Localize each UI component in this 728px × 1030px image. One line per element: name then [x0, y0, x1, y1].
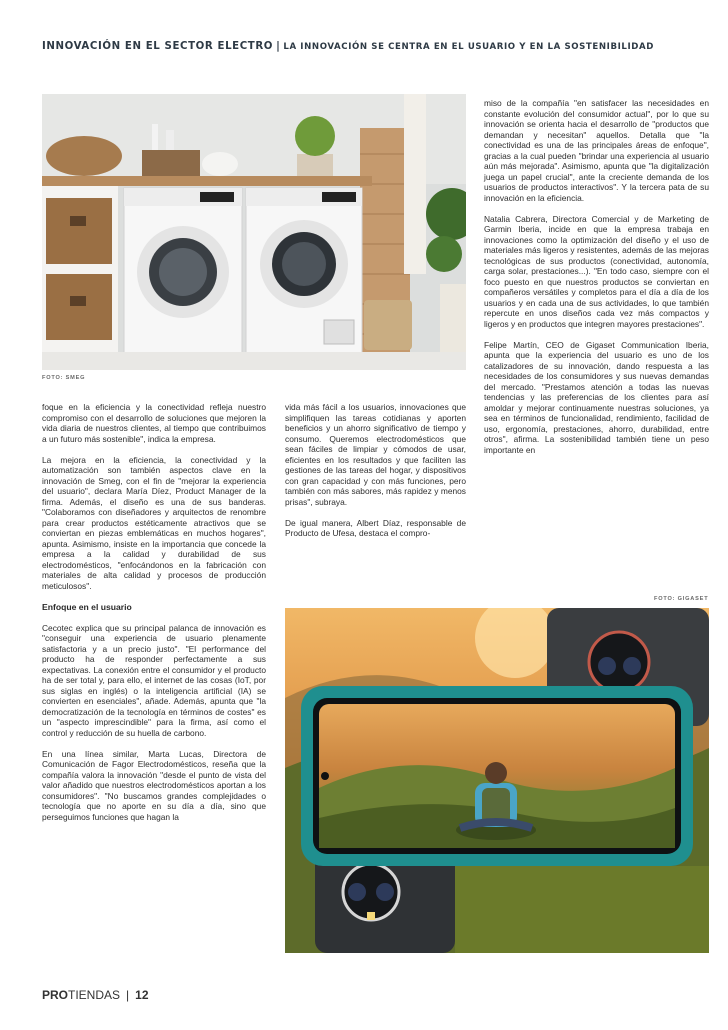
paragraph: Felipe Martín, CEO de Gigaset Communication Iberia, apunta que la experiencia del usuario es uno de los catalizadores de su innovación, dando respuesta a las necesidades de los consumidores y sus nuevas demandas del mercado. "Prestamos atención a todas las nuevas tendencias y las preferencias de los clientes para así amoldar y mejorar continuamente nuestras soluciones, ya sea en términos de funcionalidad, rendimiento, facilidad de uso, ergonomía, prestaciones, ahorro, durabilidad, entre otros", afirma. La sostenibilidad también tiene un peso importante en — [484, 339, 709, 455]
paragraph: foque en la eficiencia y la conectividad refleja nuestro compromiso con el desarrollo de soluciones que mejoren la vida diaria de nuestros clientes, al tiempo que contribuimos a un futuro más sostenible", indica la empresa. — [42, 402, 266, 444]
header-separator: | — [276, 41, 281, 52]
paragraph: De igual manera, Albert Díaz, responsable de Producto de Ufesa, destaca el compro- — [285, 517, 466, 538]
left-column — [42, 402, 266, 833]
paragraph: vida más fácil a los usuarios, innovaciones que simplifiquen las tareas cotidianas y aporten beneficios y un ahorro significativo de tiempo y consumo. Queremos electrodomésticos que sean fáciles de limpiar y cómodos de usar, eficientes en los resultados y que faciliten las gestiones de las tareas del hogar, y dispositivos con gran capacidad y con más funciones, pero también con más sabores, más rapidez y menos prisas", subraya. — [285, 402, 466, 507]
laundry-photo — [42, 94, 466, 370]
paragraph: En una línea similar, Marta Lucas, Directora de Comunicación de Fagor Electrodomésticos, reseña que la compañía valora la innovación "desde el punto de vista del valor añadido que nuestros electrodomésticos aportan a los consumidores". "No buscamos grandes complejidades o tecnología que no aporte en su día a día, sino que perseguimos funciones que hagan la — [42, 748, 266, 822]
paragraph: miso de la compañía "en satisfacer las necesidades en constante evolución del consumidor actual", por lo que su innovación se orienta hacia el desarrollo de "productos que demandan y necesitan" aquellos. Detalla que "la conectividad es una de las principales áreas de enfoque", gracias a la cual pueden "brindar una experiencia al usuario aún más mejorada". Asimismo, apunta que "la digitalización juega un papel crucial", ante la creciente demanda de los usuarios de productos interactivos". Y la tercera pata de su innovación en la eficiencia. — [484, 98, 709, 203]
photo-credit-gigaset: FOTO: GIGASET — [654, 596, 709, 602]
gigaset-phone-photo — [285, 608, 709, 953]
running-header — [42, 41, 692, 55]
footer-brand-bold: PRO — [42, 988, 69, 1002]
footer-separator: | — [126, 988, 130, 1002]
page-number: 12 — [135, 988, 149, 1002]
header-section: INNOVACIÓN EN EL SECTOR ELECTRO — [42, 41, 274, 52]
footer-brand-rest: TIENDAS — [68, 988, 121, 1002]
subheading: Enfoque en el usuario — [42, 601, 132, 612]
paragraph: Cecotec explica que su principal palanca de innovación es "conseguir una experiencia de usuario plenamente satisfactoria y a un precio justo". "El performance del producto ha de responder perfectamente a sus expectativas. La conexión entre el consumidor y el producto ha de ser total y, para ello, el internet de las cosas (IoT, por sus siglas en inglés) o la inteligencia artificial (IA) se convierten en esenciales", añade. Además, apunta que "la democratización de la tecnología en términos de costes" es un "aspecto imprescindible" para la firma, así como el control y reducción de su huella de carbono. — [42, 622, 266, 738]
paragraph: La mejora en la eficiencia, la conectividad y la automatización son también aspectos clave en la innovación de Smeg, con el fin de "mejorar la experiencia del usuario", declara María Díez, Product Manager de la firma. Además, el diseño es una de sus banderas. "Colaboramos con diseñadores y arquitectos de renombre para crear productos estéticamente atractivos que se conviertan en piezas emblemáticas en muchos hogares", apunta. Asimismo, insiste en la importancia que concede la empresa a la calidad y durabilidad de sus electrodomésticos, "enfocándonos en la fabricación con materiales de alta calidad y procesos de producción meticulosos". — [42, 454, 266, 591]
middle-column — [285, 402, 466, 549]
page-footer — [42, 988, 149, 1004]
right-column-top — [484, 98, 709, 466]
header-subtitle: LA INNOVACIÓN SE CENTRA EN EL USUARIO Y EN LA SOSTENIBILIDAD — [283, 42, 654, 52]
photo-credit-smeg: FOTO: SMEG — [42, 375, 86, 381]
paragraph: Natalia Cabrera, Directora Comercial y de Marketing de Garmin Iberia, incide en que la empresa trabaja en innovaciones como la optimización del diseño y el uso de materiales más ligeros y resistentes, además de las mejoras tecnológicas de sus productos (conectividad, autonomía, carga solar, prestaciones...). "En todo caso, siempre con el foco puesto en que nuestros productos se conviertan en compañeros versátiles y completos para el día a día de los usuarios y en cada una de sus actividades, lo que también repercute en unos diseños cada vez más compactos y ligeros y en productos que integren mayores prestaciones". — [484, 213, 709, 329]
